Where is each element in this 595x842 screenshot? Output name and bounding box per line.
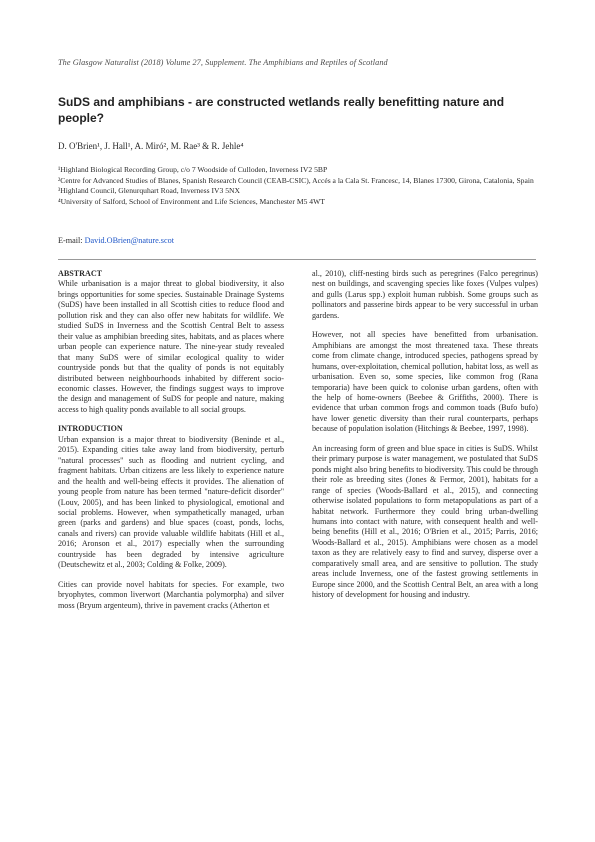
right-column <box>312 269 538 610</box>
author-list: D. O'Brien¹, J. Hall¹, A. Miró², M. Rae³ & R. Jehle⁴ <box>58 141 244 151</box>
affiliation-3: ³Highland Council, Glenurquhart Road, Inverness IV3 5NX <box>58 186 240 196</box>
section-divider <box>58 259 536 260</box>
running-header: The Glasgow Naturalist (2018) Volume 27, Supplement. The Amphibians and Reptiles of Scotland <box>58 58 388 67</box>
abstract-heading: ABSTRACT <box>58 269 103 278</box>
left-column <box>58 269 284 620</box>
affiliation-2: ²Centre for Advanced Studies of Blanes, Spanish Research Council (CEAB-CSIC), Accés a la Cala St. Francesc, 14, Blanes 17300, Girona, Catalonia, Spain <box>58 175 534 185</box>
introduction-heading: INTRODUCTION <box>58 424 123 434</box>
introduction-paragraph-2: Cities can provide novel habitats for species. For example, two bryophytes, common liverwort (Marchantia polymorpha) and silver moss (Bryum argenteum), thrive in pavement cracks (Atherton et <box>58 579 284 610</box>
affiliation-list <box>58 165 538 207</box>
abstract-paragraph: While urbanisation is a major threat to global biodiversity, it also brings opportunities for some species. Sustainable Drainage Systems (SuDS) have been installed in all Scottish cities to reduce flood and pollution risk and they can also offer new habitats for wildlife. We studied SuDS in Inverness and the Scottish Central Belt to assess their value as amphibian breeding sites, habitats, and as places where urban people can experience nature. The nine-year study revealed that many SuDS were of similar ecological quality to wider countryside ponds but that the quality of ponds is not equitably distributed between neighbourhoods inhabited by different socio-economic classes. However, the findings suggest ways to improve the design and management of SuDS for people and nature, making access to high quality ponds available to all social groups. <box>58 279 284 414</box>
affiliation-4: ⁴University of Salford, School of Environment and Life Sciences, Manchester M5 4WT <box>58 196 325 206</box>
introduction-paragraph-1: Urban expansion is a major threat to biodiversity (Beninde et al., 2015). Expanding cities take away land from biodiversity, perturb "natural processes" such as flooding and nutrient cycling, and fragment habitats. Urban citizens are less likely to experience nature and the health and well-being effects it provides. The alienation of young people from nature has been termed "nature-deficit disorder" (Louv, 2005), and has been linked to physiological, emotional and social problems. However, when sympathetically managed, urban green (parks and gardens) and blue spaces (coast, ponds, lochs, canals and rivers) can provide valuable wildlife habitats (Hill et al., 2016; Aronson et al., 2017) especially when the surrounding countryside has been degraded by intensive agriculture (Deutschewitz et al., 2003; Colding & Folke, 2009). <box>58 434 284 570</box>
paper-title: SuDS and amphibians - are constructed wetlands really benefitting nature and people? <box>58 95 505 125</box>
email-label: E-mail: <box>58 236 83 245</box>
email-link[interactable]: David.OBrien@nature.scot <box>84 236 175 245</box>
contact-email <box>58 236 538 245</box>
body-paragraph-3: An increasing form of green and blue space in cities is SuDS. Whilst their primary purpose is water management, we postulated that SuDS ponds might also bring benefits to biodiversity. This could be through their role as breeding sites (Jones & Fermor, 2001), habitats for a range of species (Woods-Ballard et al., 2015), and connecting otherwise isolated populations to form metapopulations as part of a habitat network. Furthermore they could bring urban-dwelling humans into contact with nature, with consequent health and well-being benefits (Hill et al., 2016; O'Brien et al., 2015; Parris, 2016; Woods-Ballard et al., 2015). Amphibians were chosen as a model taxon as they are relatively easy to find and survey, disperse over a comparatively small area, and are sensitive to pollution. The study areas include Inverness, one of the fastest growing settlements in Europe since 2000, and the Scottish Central Belt, an area with a long history of development for housing and industry. <box>312 443 538 600</box>
body-paragraph-1: al., 2010), cliff-nesting birds such as peregrines (Falco peregrinus) nest on buildings, and scavenging species like foxes (Vulpes vulpes) and gulls (Larus spp.) exploit human rubbish. Some groups such as pollinators and passerine birds appear to be very successful in urban gardens. <box>312 269 538 320</box>
affiliation-1: ¹Highland Biological Recording Group, c/o 7 Woodside of Culloden, Inverness IV2 5BP <box>58 165 328 174</box>
body-paragraph-2: However, not all species have benefitted from urbanisation. Amphibians are amongst the most threatened taxa. These threats come from climate change, introduced species, pathogens spread by humans, over-exploitation, chemical pollution, habitat loss, as well as urbanisation. Even so, some species, like common frog (Rana temporaria) have been quick to colonise urban gardens, often with the help of home-owners (Beebee & Griffiths, 2000). There is evidence that urban common frogs and common toads (Bufo bufo) have lower genetic diversity than their rural counterparts, perhaps because of population isolation (Hitchings & Beebee, 1997, 1998). <box>312 330 538 434</box>
